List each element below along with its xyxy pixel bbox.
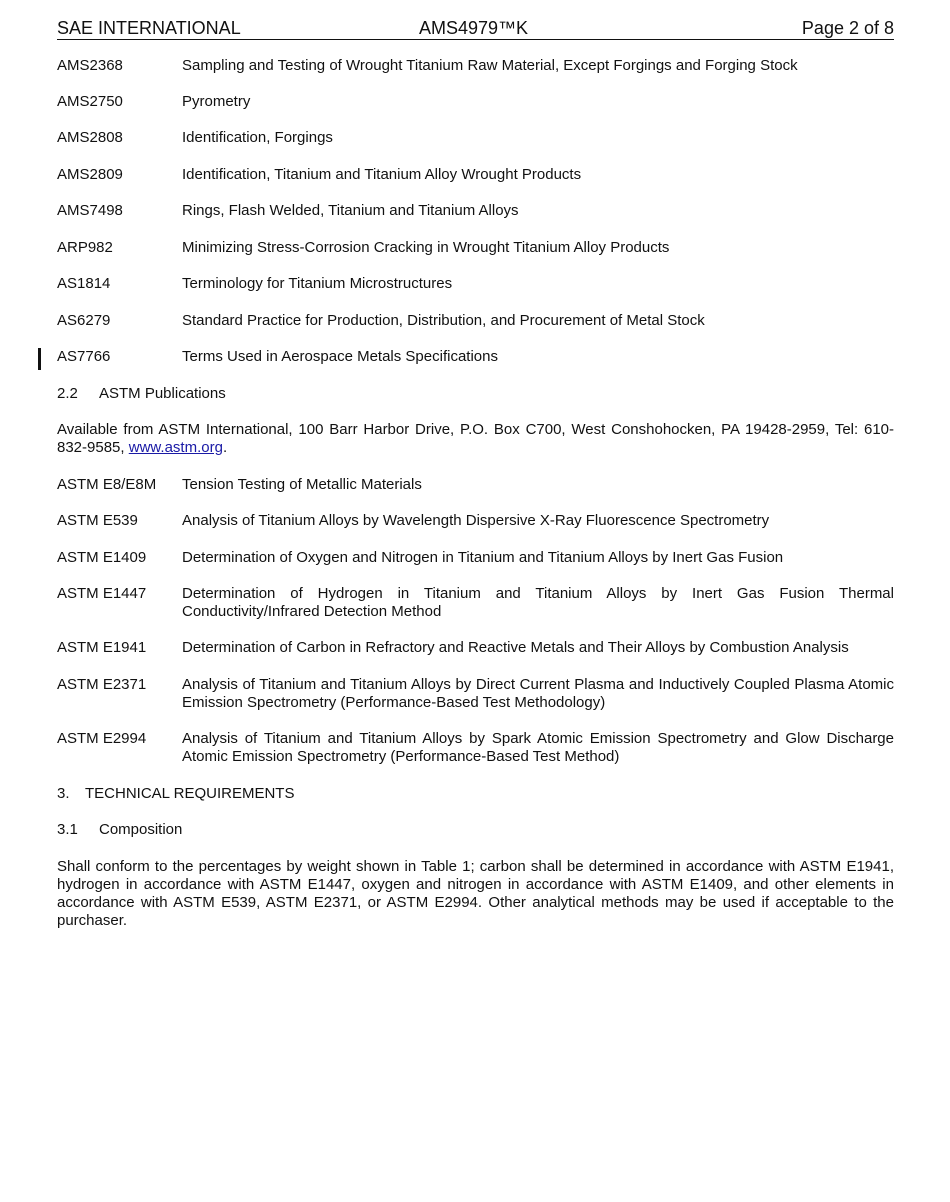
reference-title: Identification, Titanium and Titanium Alloy Wrought Products	[182, 166, 582, 183]
reference-title: Determination of Carbon in Refractory and Reactive Metals and Their Alloys by Combustion Analysis	[182, 639, 849, 656]
reference-code: ASTM E8/E8M	[57, 476, 157, 493]
section-title: ASTM Publications	[99, 385, 226, 402]
reference-code: AMS2809	[57, 166, 123, 183]
header-doc-number: AMS4979™K	[419, 18, 529, 38]
reference-title: Terms Used in Aerospace Metals Specifications	[182, 348, 498, 365]
reference-title: Rings, Flash Welded, Titanium and Titanium Alloys	[182, 202, 519, 219]
reference-code: AMS2368	[57, 57, 123, 74]
section-number: 3.	[57, 785, 70, 802]
reference-code: ASTM E1941	[57, 639, 147, 656]
reference-entry	[57, 57, 894, 75]
reference-title: Tension Testing of Metallic Materials	[182, 476, 422, 493]
reference-code: AS7766	[57, 348, 111, 365]
reference-code: AS1814	[57, 275, 111, 292]
astm-website-link[interactable]: www.astm.org	[128, 439, 223, 456]
reference-title: Minimizing Stress-Corrosion Cracking in Wrought Titanium Alloy Products	[182, 239, 670, 256]
reference-entry	[57, 639, 894, 657]
availability-text: Available from ASTM International, 100 Barr Harbor Drive, P.O. Box C700, West Conshohocken, PA 19428-2959, Tel: 610-832-9585,	[57, 421, 894, 456]
reference-entry	[57, 549, 894, 567]
section-title: Composition	[99, 821, 183, 838]
reference-entry	[57, 312, 894, 330]
reference-code: ASTM E1447	[57, 585, 147, 602]
reference-code: ASTM E1409	[57, 549, 147, 566]
reference-code: AMS7498	[57, 202, 123, 219]
header-org: SAE INTERNATIONAL	[57, 18, 241, 38]
page-header	[57, 17, 894, 40]
reference-code: AMS2750	[57, 93, 123, 110]
reference-code: ASTM E2994	[57, 730, 147, 747]
reference-title: Analysis of Titanium Alloys by Wavelength Dispersive X-Ray Fluorescence Spectrometry	[182, 512, 770, 529]
reference-title: Analysis of Titanium and Titanium Alloys by Direct Current Plasma and Inductively Coupled Plasma Atomic Emission Spectrometry (Performance-Based Test Methodology)	[182, 676, 894, 711]
reference-title: Determination of Hydrogen in Titanium and Titanium Alloys by Inert Gas Fusion Thermal Conductivity/Infrared Detection Method	[182, 585, 894, 620]
section-number: 3.1	[57, 821, 78, 838]
composition-paragraph: Shall conform to the percentages by weight shown in Table 1; carbon shall be determined in accordance with ASTM E1941, hydrogen in accordance with ASTM E1447, oxygen and nitrogen in accordance with ASTM E1409, and other elements in accordance with ASTM E539, ASTM E2371, or ASTM E2994. Other analytical methods may be used if acceptable to the purchaser.	[57, 858, 894, 929]
section-title: TECHNICAL REQUIREMENTS	[85, 785, 295, 802]
reference-entry	[57, 585, 894, 621]
reference-entry	[57, 348, 894, 366]
reference-title: Sampling and Testing of Wrought Titanium Raw Material, Except Forgings and Forging Stock	[182, 57, 798, 74]
section-number: 2.2	[57, 385, 78, 402]
reference-title: Pyrometry	[182, 93, 251, 110]
reference-entry	[57, 239, 894, 257]
reference-title: Determination of Oxygen and Nitrogen in Titanium and Titanium Alloys by Inert Gas Fusion	[182, 549, 784, 566]
header-page-number: Page 2 of 8	[801, 18, 894, 38]
reference-code: AS6279	[57, 312, 111, 329]
reference-code: ARP982	[57, 239, 113, 256]
reference-entry	[57, 476, 894, 494]
availability-period: .	[222, 439, 228, 456]
reference-entry	[57, 676, 894, 712]
reference-code: ASTM E2371	[57, 676, 147, 693]
reference-title: Terminology for Titanium Microstructures	[182, 275, 453, 292]
reference-code: AMS2808	[57, 129, 123, 146]
reference-code: ASTM E539	[57, 512, 138, 529]
reference-entry	[57, 166, 894, 184]
section-heading-2-2	[57, 385, 226, 403]
reference-entry	[57, 129, 894, 147]
reference-entry	[57, 730, 894, 766]
revision-change-bar	[38, 348, 41, 370]
reference-entry	[57, 202, 894, 220]
reference-title: Analysis of Titanium and Titanium Alloys by Spark Atomic Emission Spectrometry and Glow Discharge Atomic Emission Spectrometry (Performance-Based Test Method)	[182, 730, 894, 765]
reference-entry	[57, 93, 894, 111]
reference-entry	[57, 512, 894, 530]
section-heading-3-1	[57, 821, 182, 839]
reference-title: Identification, Forgings	[182, 129, 333, 146]
reference-title: Standard Practice for Production, Distribution, and Procurement of Metal Stock	[182, 312, 705, 329]
astm-availability-paragraph	[57, 421, 894, 457]
section-heading-3	[57, 785, 294, 803]
reference-entry	[57, 275, 894, 293]
